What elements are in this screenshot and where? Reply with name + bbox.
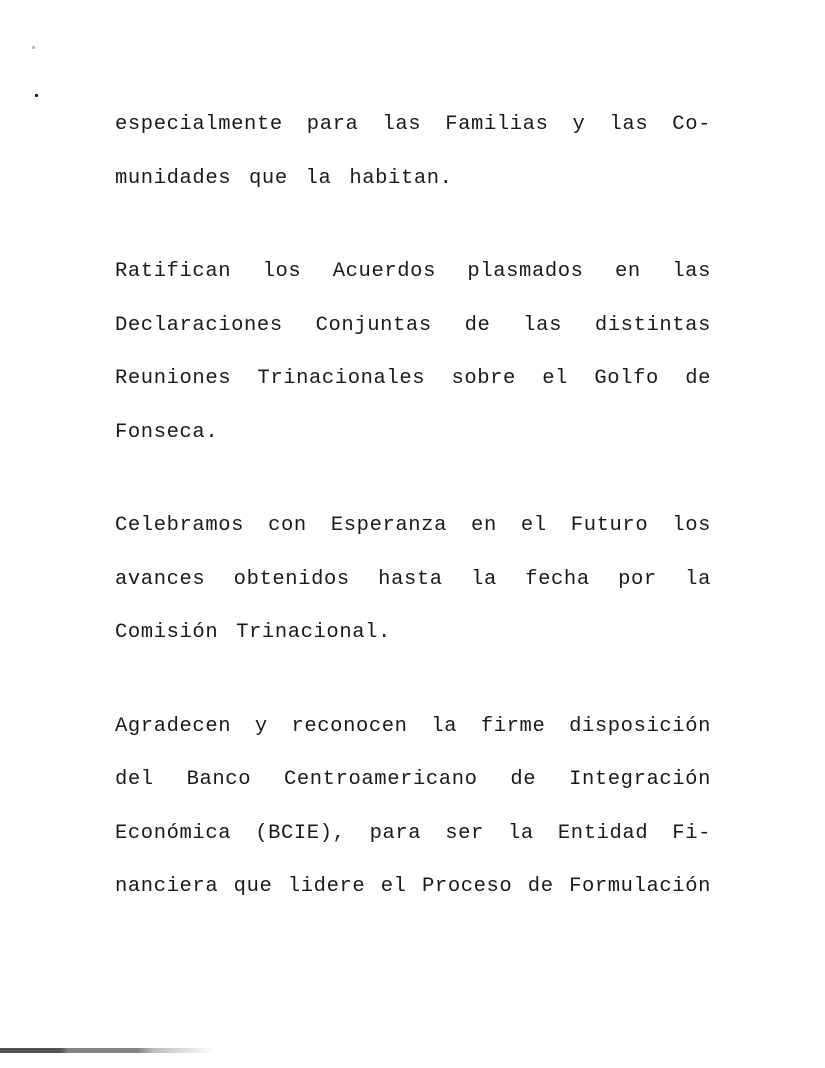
paragraph xyxy=(115,499,711,660)
text-line: munidades que la habitan. xyxy=(115,166,453,190)
text-line: Fonseca. xyxy=(115,420,219,444)
scan-speck-dark xyxy=(35,94,38,97)
text-line: Ratifican los Acuerdos plasmados en las xyxy=(115,260,711,283)
text-line: avances obtenidos hasta la fecha por la xyxy=(115,567,711,591)
text-line: Declaraciones Conjuntas de las distintas xyxy=(115,313,711,337)
paragraph xyxy=(115,700,711,914)
text-line: nanciera que lidere el Proceso de Formulación xyxy=(115,875,711,898)
text-line: del Banco Centroamericano de Integración xyxy=(115,768,711,791)
text-line: Celebramos con Esperanza en el Futuro los xyxy=(115,514,711,537)
scan-line-artifact xyxy=(0,1048,215,1053)
paragraph xyxy=(115,245,711,459)
document-text-block xyxy=(115,98,711,914)
scan-speck-faint xyxy=(32,46,35,49)
text-line: Económica (BCIE), para ser la Entidad Fi- xyxy=(115,821,711,845)
text-line: Agradecen y reconocen la firme disposición xyxy=(115,714,711,738)
text-line: Reuniones Trinacionales sobre el Golfo de xyxy=(115,367,711,390)
text-line: especialmente para las Familias y las Co- xyxy=(115,113,711,136)
text-line: Comisión Trinacional. xyxy=(115,621,391,644)
paragraph xyxy=(115,98,711,205)
